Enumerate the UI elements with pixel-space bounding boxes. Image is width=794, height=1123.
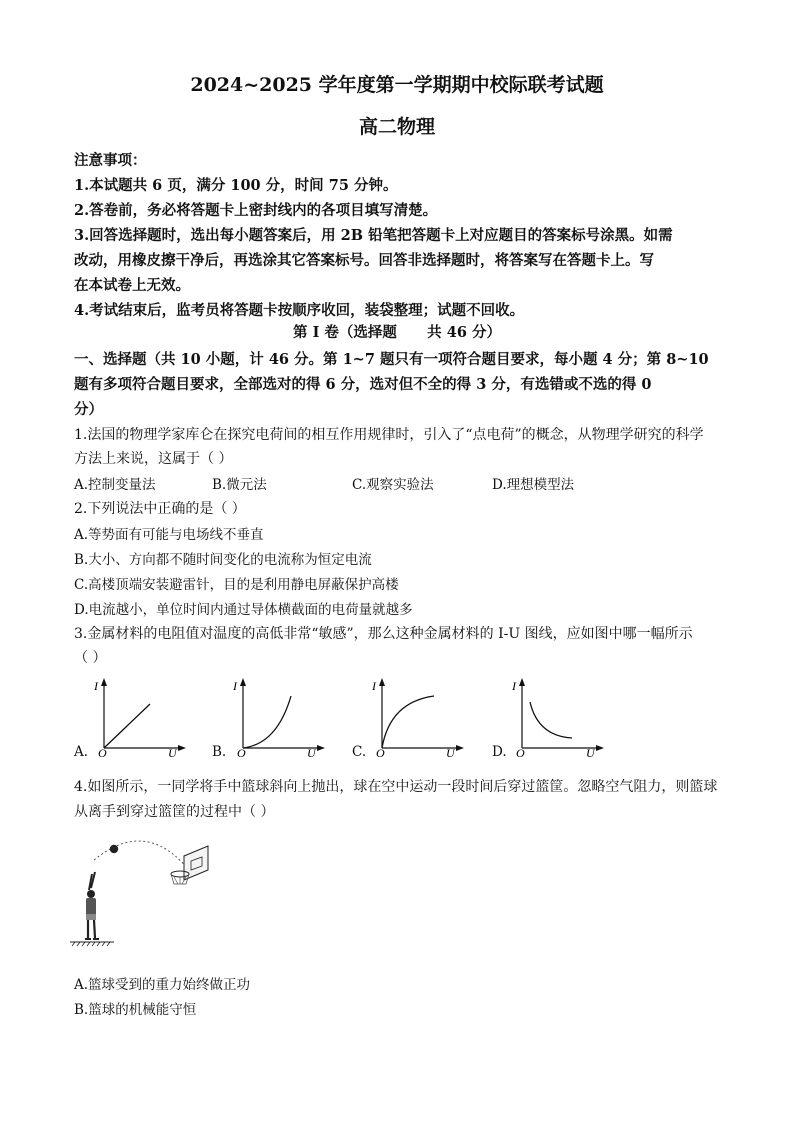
option-a: A.篮球受到的重力始终做正功	[74, 977, 251, 993]
iu-graph-c	[368, 676, 468, 758]
axis-label-u: U	[307, 746, 316, 758]
option-c: C.观察实验法	[352, 477, 434, 493]
graph-label-a: A.	[74, 744, 89, 760]
notice-item: 在本试卷上无效。	[74, 277, 190, 294]
question-stem: 1.法国的物理学家库仑在探究电荷间的相互作用规律时，引入了“点电荷”的概念，从物理学研究的科学	[74, 427, 704, 443]
notice-item: 改动，用橡皮擦干净后，再选涂其它答案标号。回答非选择题时，将答案写在答题卡上。写	[74, 252, 654, 269]
question-stem: 4.如图所示，一同学将手中篮球斜向上抛出，球在空中运动一段时间后穿过篮筐。忽略空气阻力，则篮球	[74, 779, 718, 795]
section-header: 第 I 卷（选择题 共 46 分）	[293, 324, 501, 341]
graph-label-d: D.	[492, 744, 507, 760]
axis-label-u: U	[168, 746, 177, 758]
option-d: D.电流越小，单位时间内通过导体横截面的电荷量就越多	[74, 602, 413, 618]
option-d: D.理想模型法	[492, 477, 575, 493]
graph-label-b: B.	[212, 744, 227, 760]
notice-heading: 注意事项：	[74, 152, 147, 169]
axis-label-i: I	[512, 679, 516, 693]
axis-label-i: I	[94, 679, 98, 693]
basketball-icon	[110, 845, 118, 853]
basket-hoop-icon	[171, 846, 208, 884]
option-b: B.篮球的机械能守恒	[74, 1002, 197, 1018]
axis-label-i: I	[233, 679, 237, 693]
option-c: C.高楼顶端安装避雷针，目的是利用静电屏蔽保护高楼	[74, 577, 399, 593]
question-stem: 方法上来说，这属于（ ）	[74, 451, 233, 467]
notice-item: 3.回答选择题时，选出每小题答案后，用 2B 铅笔把答题卡上对应题目的答案标号涂黑。如需	[74, 227, 673, 244]
axis-label-u: U	[586, 746, 595, 758]
notice-item: 4.考试结束后，监考员将答题卡按顺序收回，装袋整理；试题不回收。	[74, 302, 525, 319]
player-figure	[85, 872, 99, 939]
question-stem: 3.金属材料的电阻值对温度的高低非常“敏感”，那么这种金属材料的 I-U 图线，应如图中哪一幅所示	[74, 626, 693, 642]
option-b: B.大小、方向都不随时间变化的电流称为恒定电流	[74, 552, 372, 568]
section-intro: 一、选择题（共 10 小题，计 46 分。第 1~7 题只有一项符合题目要求，每小题 4 分；第 8~10	[74, 351, 709, 368]
basketball-figure	[64, 830, 234, 956]
notice-item: 1.本试题共 6 页，满分 100 分，时间 75 分钟。	[74, 177, 398, 194]
question-stem: 2.下列说法中正确的是（ ）	[74, 501, 246, 517]
axis-label-i: I	[372, 679, 376, 693]
question-stem: 从离手到穿过篮筐的过程中（ ）	[74, 804, 275, 820]
axis-label-u: U	[446, 746, 455, 758]
iu-graph-a	[90, 676, 190, 758]
iu-graph-d	[508, 676, 608, 758]
section-intro: 分）	[74, 401, 103, 418]
trajectory-path	[94, 841, 192, 874]
question-stem: （ ）	[74, 650, 107, 666]
option-a: A.控制变量法	[74, 477, 156, 493]
origin-label: O	[98, 746, 107, 758]
exam-subject: 高二物理	[358, 116, 435, 138]
origin-label: O	[516, 746, 525, 758]
ground-line	[70, 942, 114, 946]
graph-label-c: C.	[352, 744, 367, 760]
option-a: A.等势面有可能与电场线不垂直	[74, 527, 264, 543]
exam-title: 2024~2025 学年度第一学期期中校际联考试题	[190, 74, 604, 96]
section-intro: 题有多项符合题目要求，全部选对的得 6 分，选对但不全的得 3 分，有选错或不选的得 0	[74, 376, 652, 393]
origin-label: O	[376, 746, 385, 758]
option-b: B.微元法	[212, 477, 267, 493]
iu-graph-b	[229, 676, 329, 758]
origin-label: O	[237, 746, 246, 758]
notice-item: 2.答卷前，务必将答题卡上密封线内的各项目填写清楚。	[74, 202, 438, 219]
